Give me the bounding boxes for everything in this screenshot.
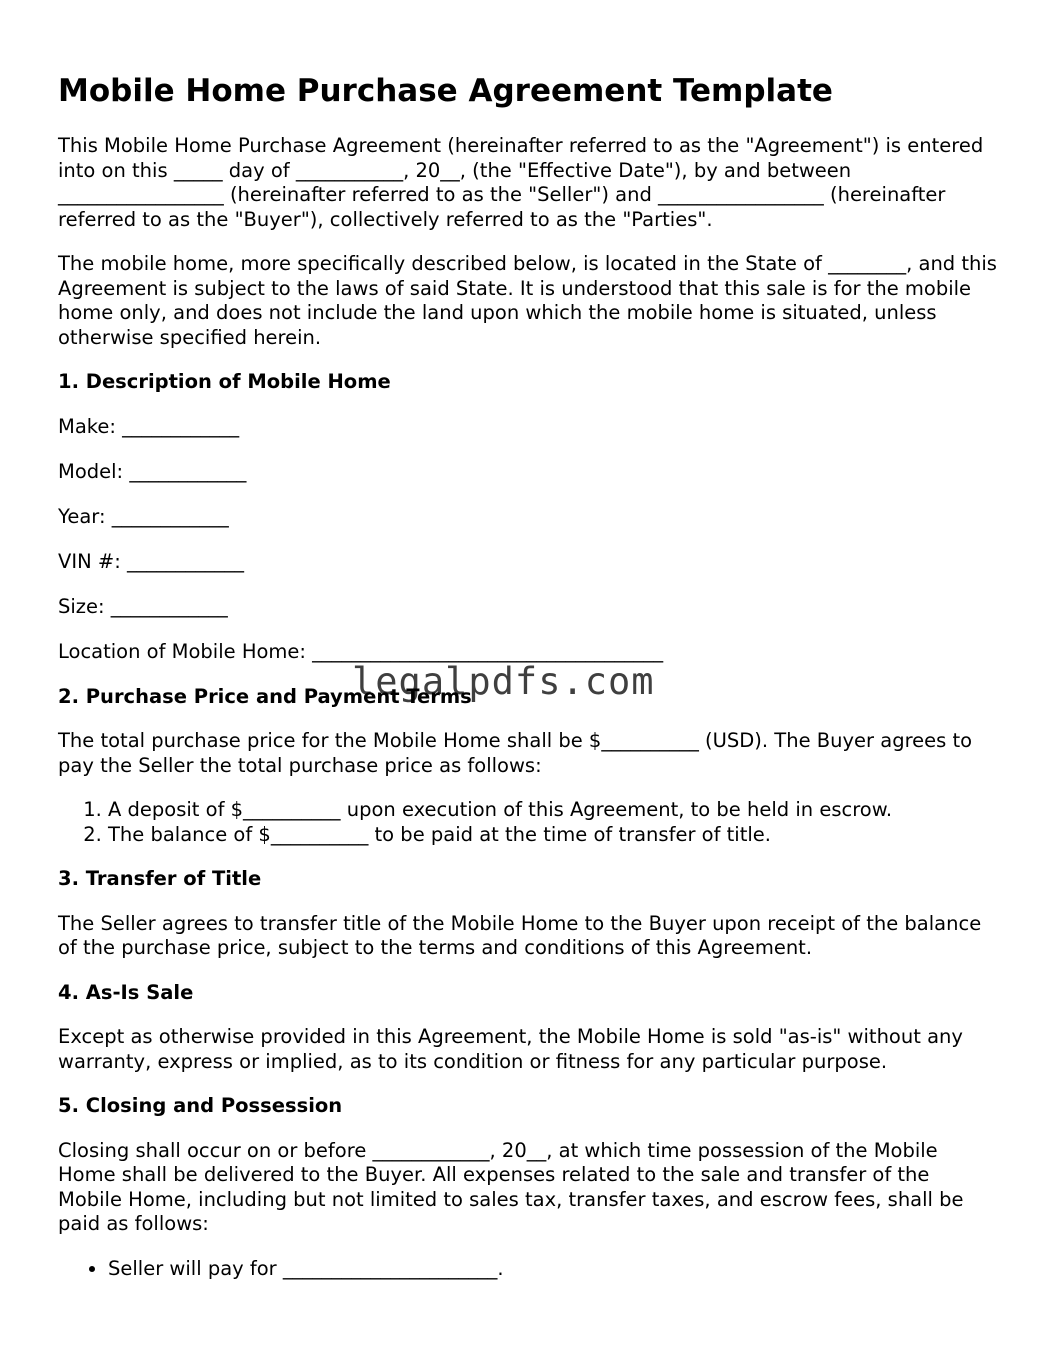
section-heading-purchase-price: 2. Purchase Price and Payment Terms [58,684,472,708]
section-heading-transfer: 3. Transfer of Title [58,867,262,890]
section-heading-as-is: 4. As-Is Sale [58,980,194,1004]
field-vin: VIN #: ____________ [58,549,244,573]
section-heading-description: 1. Description of Mobile Home [58,370,391,393]
watermark-text: legalpdfs.com [352,660,655,703]
transfer-paragraph: The Seller agrees to transfer title of the Mobile Home to the Buyer upon receipt of the balance of the purchase price, subject to the terms and conditions of this Agreement. [58,911,982,959]
list-item: • Seller will pay for ______________________. [108,1257,998,1282]
document-title: Mobile Home Purchase Agreement Template [58,73,833,109]
as-is-paragraph: Except as otherwise provided in this Agreement, the Mobile Home is sold "as-is" without any warranty, express or implied, as to its condition or fitness for any particular purpose. [58,1025,963,1073]
intro-paragraph: This Mobile Home Purchase Agreement (hereinafter referred to as the "Agreement") is entered into on this _____ day of ___________, 20__, (the "Effective Date"), by and between _________________ (hereinafter referred to as the "Seller") and _________________ (hereinafter referred to as the "Buyer"), collectively referred to as the "Parties". [58,134,984,231]
expenses-list [58,1257,998,1282]
document-page [58,72,998,1301]
field-model: Model: ____________ [58,459,247,483]
field-size: Size: ____________ [58,594,228,618]
field-location: Location of Mobile Home: ____________________________________ [58,639,664,663]
closing-paragraph: Closing shall occur on or before ____________, 20__, at which time possession of the Mobile Home shall be delivered to the Buyer. All expenses related to the sale and transfer of the Mobile Home, including but not limited to sales tax, transfer taxes, and escrow fees, shall be paid as follows: [58,1138,964,1235]
purchase-price-paragraph: The total purchase price for the Mobile Home shall be $__________ (USD). The Buyer agrees to pay the Seller the total purchase price as follows: [58,729,973,777]
section-heading-closing: 5. Closing and Possession [58,1094,343,1117]
field-make: Make: ____________ [58,414,240,438]
location-paragraph: The mobile home, more specifically described below, is located in the State of ________, and this Agreement is subject to the laws of said State. It is understood that this sale is for the mobile home only, and does not include the land upon which the mobile home is situated, unless otherwise specified herein. [58,252,997,349]
list-item: 1. A deposit of $__________ upon execution of this Agreement, to be held in escrow. [108,798,998,823]
list-item: 2. The balance of $__________ to be paid at the time of transfer of title. [108,823,998,848]
payment-list [58,798,998,847]
field-year: Year: ____________ [58,504,229,528]
